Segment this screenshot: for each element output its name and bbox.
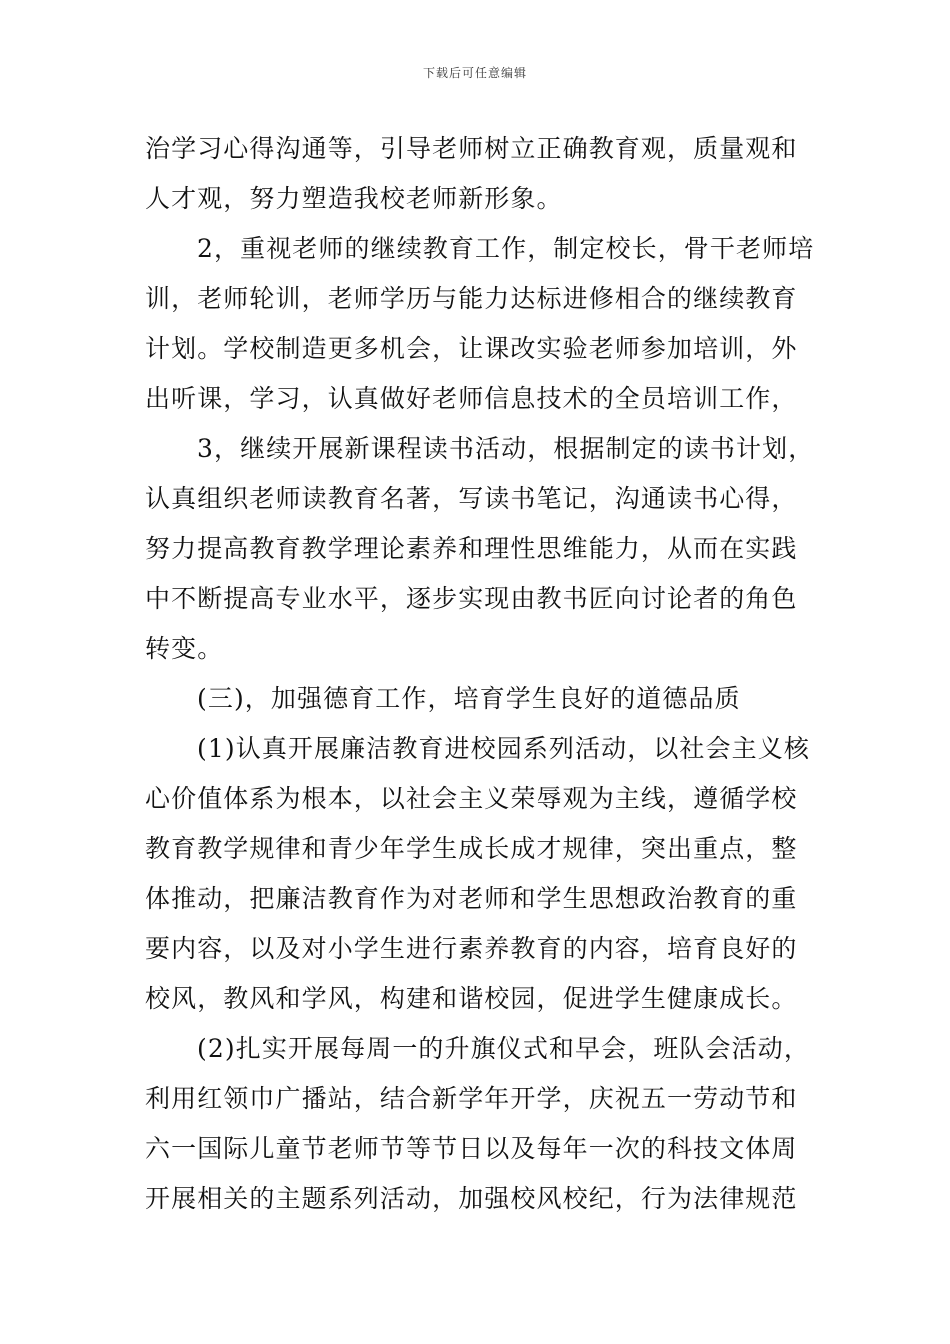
body-text	[145, 124, 815, 1224]
text-line: 校风，教风和学风，构建和谐校园，促进学生健康成长。	[145, 984, 798, 1013]
text-line: 认真组织老师读教育名著，写读书笔记，沟通读书心得，	[145, 484, 798, 513]
text-line: 努力提高教育教学理论素养和理性思维能力，从而在实践	[145, 534, 798, 563]
text-line: (2)扎实开展每周一的升旗仪式和早会，班队会活动，	[197, 1034, 810, 1063]
text-line: 训，老师轮训，老师学历与能力达标进修相合的继续教育	[145, 284, 798, 313]
text-line: 开展相关的主题系列活动，加强校风校纪，行为法律规范	[145, 1184, 798, 1213]
text-line: 治学习心得沟通等，引导老师树立正确教育观，质量观和	[145, 134, 798, 163]
page-header: 下载后可任意编辑	[422, 66, 527, 80]
text-line: 心价值体系为根本，以社会主义荣辱观为主线，遵循学校	[145, 784, 798, 813]
text-line: (三)，加强德育工作，培育学生良好的道德品质	[197, 684, 741, 713]
text-line: 六一国际儿童节老师节等节日以及每年一次的科技文体周	[145, 1134, 798, 1163]
text-line: (1)认真开展廉洁教育进校园系列活动，以社会主义核	[197, 734, 810, 763]
text-line: 中不断提高专业水平，逐步实现由教书匠向讨论者的角色	[145, 584, 798, 613]
text-line: 体推动，把廉洁教育作为对老师和学生思想政治教育的重	[145, 884, 798, 913]
text-line: 转变。	[145, 634, 224, 663]
text-line: 计划。学校制造更多机会，让课改实验老师参加培训，外	[145, 334, 798, 363]
text-line: 要内容，以及对小学生进行素养教育的内容，培育良好的	[145, 934, 798, 963]
text-line: 教育教学规律和青少年学生成长成才规律，突出重点，整	[145, 834, 798, 863]
text-line: 利用红领巾广播站，结合新学年开学，庆祝五一劳动节和	[145, 1084, 798, 1113]
text-line: 2，重视老师的继续教育工作，制定校长，骨干老师培	[197, 234, 815, 263]
text-line: 3，继续开展新课程读书活动，根据制定的读书计划，	[197, 434, 815, 463]
text-line: 人才观，努力塑造我校老师新形象。	[145, 184, 563, 213]
text-line: 出听课，学习，认真做好老师信息技术的全员培训工作，	[145, 384, 798, 413]
